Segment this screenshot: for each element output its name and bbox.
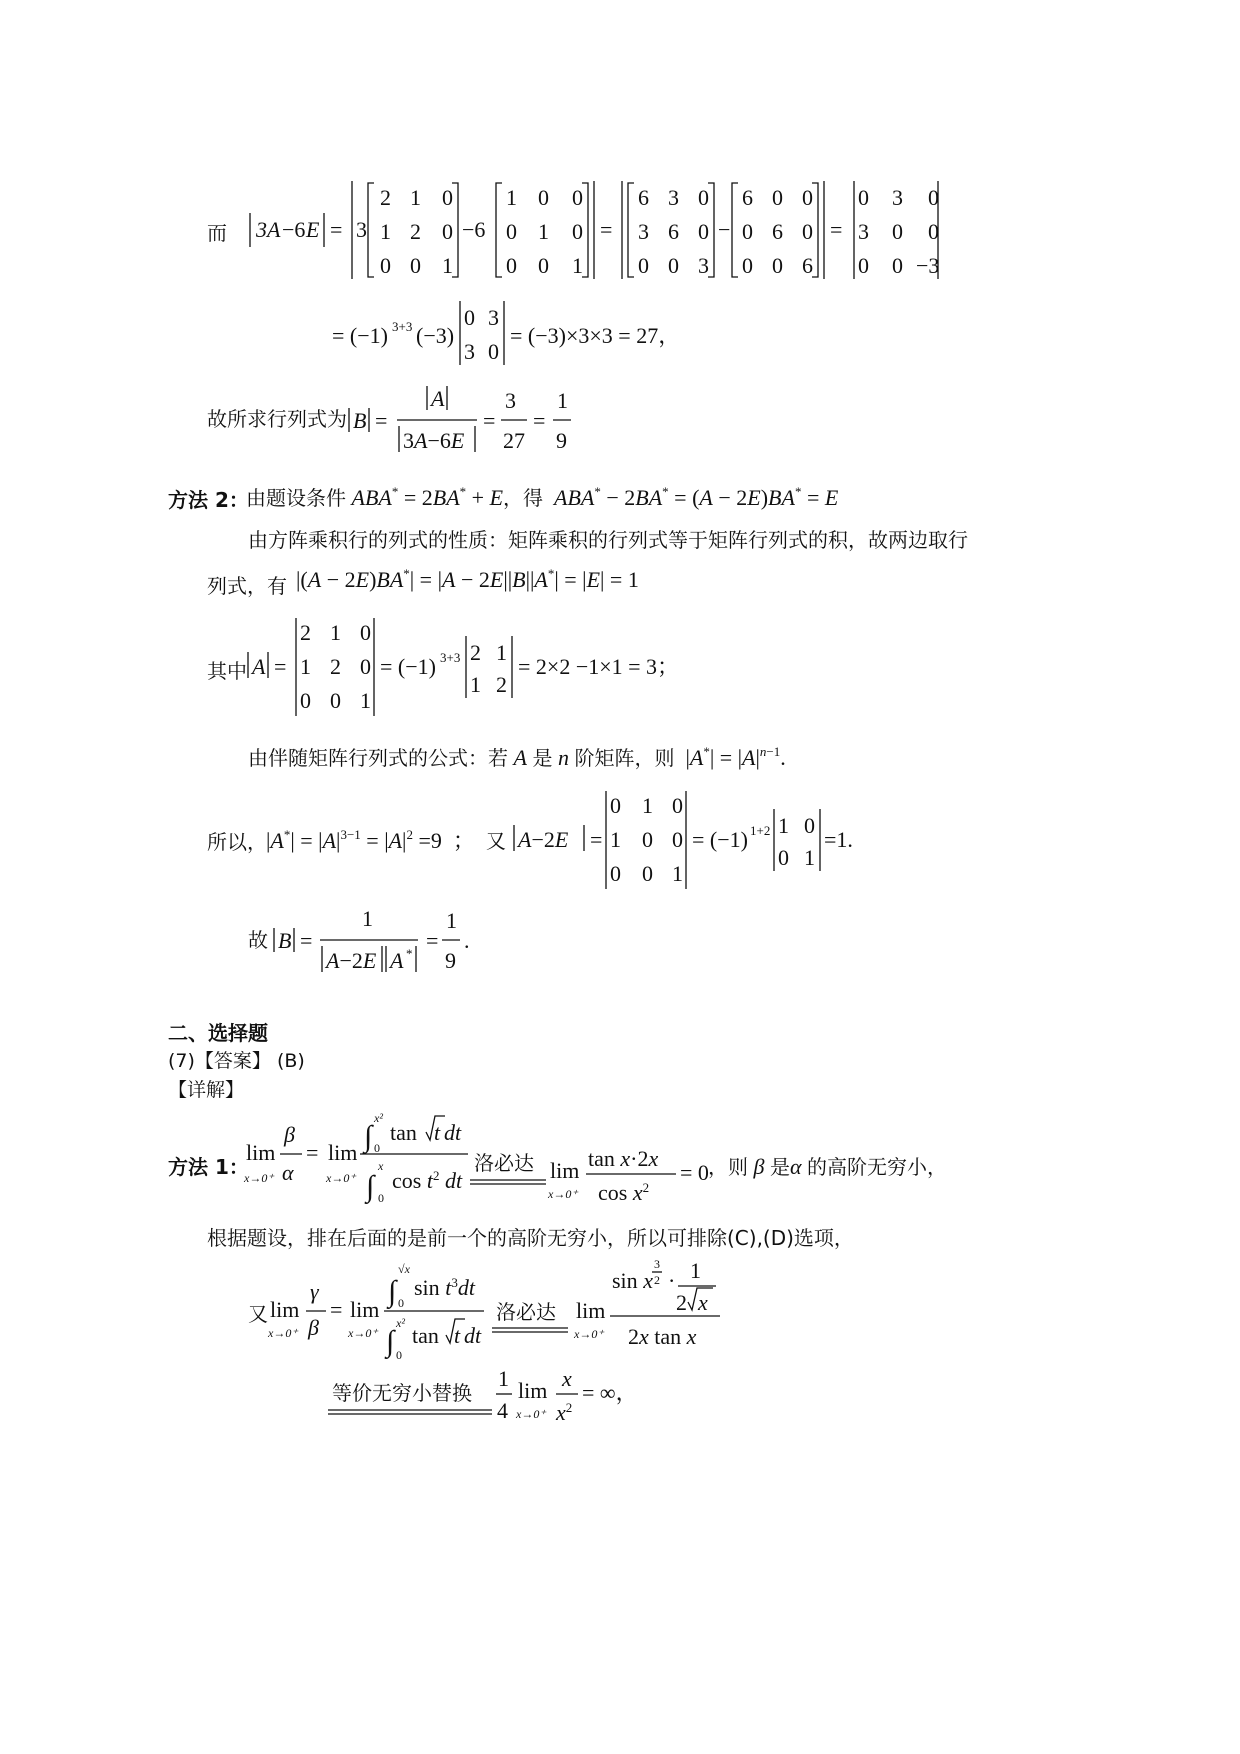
svg-text:0: 0 <box>410 253 421 278</box>
svg-text:= (−1): = (−1) <box>332 323 388 348</box>
svg-text:1: 1 <box>610 827 621 852</box>
svg-text:0: 0 <box>802 219 813 244</box>
svg-text:2x tan x: 2x tan x <box>628 1324 697 1349</box>
svg-text:E: E <box>306 217 320 242</box>
svg-text:x→0⁺: x→0⁺ <box>326 1171 356 1185</box>
svg-text:1: 1 <box>380 219 391 244</box>
svg-text:−: − <box>718 217 731 242</box>
svg-text:= 0: = 0 <box>680 1160 709 1185</box>
svg-text:.: . <box>464 928 470 953</box>
svg-text:3A−6E: 3A−6E <box>403 428 465 453</box>
svg-text:cos x2: $\cos x^2$ <box>598 1180 650 1205</box>
svg-text:1: 1 <box>778 813 789 838</box>
svg-text:= ∞，: = ∞， <box>582 1380 638 1405</box>
svg-text:3A: 3A <box>256 217 281 242</box>
svg-text:0: 0 <box>572 219 583 244</box>
svg-text:1: 1 <box>496 640 507 665</box>
svg-text:t: t <box>434 1120 441 1145</box>
svg-text:0: 0 <box>642 827 653 852</box>
svg-text:1: 1 <box>410 185 421 210</box>
svg-text:3: 3 <box>464 339 475 364</box>
svg-text:6: 6 <box>742 185 753 210</box>
svg-text:6: 6 <box>772 219 783 244</box>
svg-text:∫: ∫ <box>366 1170 375 1203</box>
svg-text:0: 0 <box>892 253 903 278</box>
svg-text:3: 3 <box>488 305 499 330</box>
dengjia-label: 等价无穷小替换 <box>332 1381 472 1405</box>
svg-text:0: 0 <box>374 1141 380 1155</box>
svg-text:x2: $x^2$ <box>556 1400 573 1425</box>
svg-text:0: 0 <box>380 253 391 278</box>
svg-text:1: 1 <box>672 861 683 886</box>
svg-text:6: 6 <box>802 253 813 278</box>
svg-text:∫: ∫ <box>364 1120 373 1153</box>
svg-text:=: = <box>375 408 388 433</box>
svg-text:0: 0 <box>360 654 371 679</box>
svg-text:−6: −6 <box>462 217 486 242</box>
svg-text:(−3): (−3) <box>416 323 455 348</box>
svg-text:2: 2 <box>410 219 421 244</box>
svg-text:1: 1 <box>804 845 815 870</box>
svg-text:1: 1 <box>470 672 481 697</box>
svg-text:0: 0 <box>360 620 371 645</box>
svg-text:0: 0 <box>488 339 499 364</box>
svg-text:lim: lim <box>246 1140 276 1165</box>
svg-text:−3: −3 <box>916 253 940 278</box>
svg-text:=: = <box>590 827 603 852</box>
svg-text:0: 0 <box>672 827 683 852</box>
svg-text:B: B <box>278 928 292 953</box>
svg-text:= (−1): = (−1) <box>692 827 748 852</box>
svg-text:x→0⁺: x→0⁺ <box>244 1171 274 1185</box>
svg-text:=: = <box>426 928 439 953</box>
svg-text:3+3: 3+3 <box>392 319 413 334</box>
svg-text:dt: dt <box>464 1323 482 1348</box>
svg-text:=: = <box>330 217 343 242</box>
svg-text:=: = <box>483 408 496 433</box>
svg-text:x: x <box>562 1366 572 1391</box>
svg-text:0: 0 <box>398 1296 404 1310</box>
limit-sin-over-tan <box>572 1250 732 1360</box>
svg-text:1: 1 <box>442 253 453 278</box>
svg-text:=: = <box>600 217 613 242</box>
svg-text:lim: lim <box>328 1140 358 1165</box>
det-a-equals-3 <box>244 612 684 722</box>
svg-text:0: 0 <box>638 253 649 278</box>
svg-text:0: 0 <box>642 861 653 886</box>
svg-text:0: 0 <box>442 185 453 210</box>
svg-text:∫: ∫ <box>388 1275 397 1308</box>
svg-text:3: 3 <box>505 388 516 413</box>
svg-text:27: 27 <box>503 428 525 453</box>
method2-det-product: |(A − 2E)BA*| = |A − 2E||B||A*| = |E| = 1 <box>296 566 639 592</box>
svg-text:sin x: sin x <box>612 1268 653 1293</box>
cofactor-expansion-27 <box>330 295 690 375</box>
svg-text:0: 0 <box>772 253 783 278</box>
svg-text:2: 2 <box>496 672 507 697</box>
svg-text:2: 2 <box>470 640 481 665</box>
svg-text:lim: lim <box>518 1378 548 1403</box>
svg-text:0: 0 <box>698 219 709 244</box>
svg-text:6: 6 <box>668 219 679 244</box>
svg-text:0: 0 <box>330 688 341 713</box>
svg-text:6: 6 <box>638 185 649 210</box>
svg-text:0: 0 <box>892 219 903 244</box>
svg-text:0: 0 <box>538 185 549 210</box>
svg-text:0: 0 <box>610 793 621 818</box>
svg-text:x→0⁺: x→0⁺ <box>548 1187 578 1201</box>
svg-text:= 2×2 −1×1 = 3；: = 2×2 −1×1 = 3； <box>518 654 680 679</box>
svg-text:tan: tan <box>412 1323 439 1348</box>
svg-text:x→0⁺: x→0⁺ <box>348 1326 378 1340</box>
svg-text:0: 0 <box>572 185 583 210</box>
svg-text:0: 0 <box>672 793 683 818</box>
limit-gamma-over-beta <box>266 1255 486 1365</box>
svg-text:t: t <box>454 1323 461 1348</box>
suoyi-label: 所以， <box>207 830 267 854</box>
svg-text:0: 0 <box>396 1348 402 1362</box>
svg-text:tan: tan <box>390 1120 417 1145</box>
svg-text:1: 1 <box>642 793 653 818</box>
svg-text:·: · <box>668 1268 676 1293</box>
svg-text:1: 1 <box>498 1366 509 1391</box>
beta-higher-order: ，则 β 是α 的高阶无穷小， <box>708 1154 948 1179</box>
svg-text:0: 0 <box>858 253 869 278</box>
you-label: 又 <box>248 1302 268 1326</box>
luo-label-2: 洛必达 <box>496 1300 556 1324</box>
svg-text:1: 1 <box>506 185 517 210</box>
detail-label: 【详解】 <box>168 1079 245 1101</box>
adjugate-formula: 由伴随矩阵行列式的公式：若 A 是 n 阶矩阵，则 $|A^*| = |A|^{n-1}$. <box>248 744 786 770</box>
svg-text:=1.: =1. <box>824 827 853 852</box>
b-final-one-ninth <box>270 900 490 980</box>
svg-text:0: 0 <box>442 219 453 244</box>
svg-text:0: 0 <box>858 185 869 210</box>
method2-property: 由方阵乘积行的列式的性质：矩阵乘积的行列式等于矩阵行列式的积，故两边取行 <box>248 528 968 552</box>
svg-text:0: 0 <box>928 185 939 210</box>
svg-text:9: 9 <box>556 428 567 453</box>
adj-det-value: $|A^*| = |A|^{3-1} = |A|^2 =9$ ； 又 <box>266 827 506 853</box>
svg-text:= (−3)×3×3 = 27，: = (−3)×3×3 = 27， <box>510 323 681 348</box>
svg-text:1: 1 <box>330 620 341 645</box>
svg-text:lim: lim <box>550 1158 580 1183</box>
svg-text:0: 0 <box>742 219 753 244</box>
b-equals-one-ninth <box>345 380 575 460</box>
svg-text:1: 1 <box>300 654 311 679</box>
svg-text:2: 2 <box>300 620 311 645</box>
svg-text:*: * <box>406 946 413 961</box>
svg-text:1: 1 <box>362 906 373 931</box>
svg-text:cos t2 dt: $\cos t^2$ dt <box>392 1168 463 1193</box>
svg-text:9: 9 <box>445 948 456 973</box>
svg-text:x²: x² <box>396 1316 405 1330</box>
svg-text:lim: lim <box>270 1297 300 1322</box>
svg-text:sin t3dt: $\sin t^3dt$ <box>414 1275 475 1300</box>
svg-text:3: 3 <box>858 219 869 244</box>
svg-text:B: B <box>353 408 367 433</box>
svg-text:1: 1 <box>538 219 549 244</box>
svg-text:=: = <box>274 654 287 679</box>
svg-text:A: A <box>431 386 445 411</box>
svg-text:0: 0 <box>538 253 549 278</box>
svg-text:−6: −6 <box>282 217 306 242</box>
svg-text:β: β <box>284 1122 295 1147</box>
svg-text:x→0⁺: x→0⁺ <box>574 1327 604 1341</box>
svg-text:2: 2 <box>330 654 341 679</box>
qizhong-label: 其中 <box>207 659 247 683</box>
luo-arrow-1 <box>468 1150 548 1190</box>
svg-text:0: 0 <box>300 688 311 713</box>
svg-text:0: 0 <box>772 185 783 210</box>
method2-label: 方法 2： <box>168 488 249 512</box>
svg-text:=: = <box>306 1140 319 1165</box>
svg-text:3: 3 <box>654 1257 660 1271</box>
svg-text:β: β <box>308 1315 319 1340</box>
svg-text:x: x <box>378 1159 384 1173</box>
svg-text:1: 1 <box>690 1258 701 1283</box>
svg-text:√x: √x <box>398 1262 410 1276</box>
svg-text:1+2: 1+2 <box>750 823 771 838</box>
svg-text:3: 3 <box>356 217 367 242</box>
gu-prefix: 故所求行列式为 <box>207 407 347 431</box>
svg-text:= (−1): = (−1) <box>380 654 436 679</box>
svg-text:γ: γ <box>310 1279 319 1304</box>
svg-text:1: 1 <box>360 688 371 713</box>
svg-text:3: 3 <box>638 219 649 244</box>
er-label: 而 <box>207 221 227 245</box>
svg-text:0: 0 <box>610 861 621 886</box>
limit-tan-over-cos <box>546 1140 709 1220</box>
limit-infinity <box>494 1360 654 1440</box>
svg-text:0: 0 <box>464 305 475 330</box>
svg-text:x→0⁺: x→0⁺ <box>516 1407 546 1421</box>
luo-label-1: 洛必达 <box>474 1151 534 1175</box>
reason-line: 根据题设，排在后面的是前一个的高阶无穷小，所以可排除(C),(D)选项， <box>207 1226 854 1250</box>
svg-text:2: 2 <box>654 1273 660 1287</box>
gu2-label: 故 <box>248 928 268 952</box>
svg-text:lim: lim <box>576 1298 606 1323</box>
svg-text:=: = <box>830 217 843 242</box>
svg-text:0: 0 <box>668 253 679 278</box>
svg-text:0: 0 <box>506 253 517 278</box>
section2-title: 二、选择题 <box>168 1021 268 1045</box>
method2-condition: 由题设条件 ABA* = 2BA* + E，得 ABA* − 2BA* = (A − 2E)BA* = E <box>246 484 839 510</box>
method2-lieshi: 列式，有 <box>207 574 287 598</box>
svg-text:0: 0 <box>928 219 939 244</box>
svg-text:A: A <box>252 654 266 679</box>
svg-text:α: α <box>282 1160 294 1185</box>
svg-text:2: 2 <box>676 1290 687 1315</box>
svg-text:tan x·2x: tan x·2x <box>588 1146 659 1171</box>
svg-text:3: 3 <box>668 185 679 210</box>
dengjia-arrow <box>326 1380 496 1420</box>
svg-text:A−2E: A−2E <box>326 948 377 973</box>
svg-text:3: 3 <box>892 185 903 210</box>
svg-text:A−2E: A−2E <box>518 827 569 852</box>
svg-text:0: 0 <box>802 185 813 210</box>
svg-text:1: 1 <box>572 253 583 278</box>
luo-arrow-2 <box>490 1298 570 1338</box>
svg-text:0: 0 <box>506 219 517 244</box>
svg-text:3: 3 <box>698 253 709 278</box>
svg-text:3+3: 3+3 <box>440 650 461 665</box>
det-a-minus-2e <box>510 785 870 895</box>
svg-text:0: 0 <box>378 1191 384 1205</box>
answer-line: (7)【答案】 (B) <box>168 1050 305 1072</box>
svg-text:x: x <box>698 1290 708 1315</box>
svg-text:0: 0 <box>742 253 753 278</box>
svg-text:∫: ∫ <box>386 1325 395 1358</box>
matrix-equation-3a-6e <box>240 175 940 285</box>
svg-text:0: 0 <box>804 813 815 838</box>
svg-text:=: = <box>533 408 546 433</box>
svg-text:1: 1 <box>557 388 568 413</box>
svg-text:0: 0 <box>698 185 709 210</box>
svg-text:lim: lim <box>350 1297 380 1322</box>
svg-text:=: = <box>330 1297 343 1322</box>
svg-text:dt: dt <box>444 1120 462 1145</box>
svg-text:x→0⁺: x→0⁺ <box>268 1326 298 1340</box>
svg-text:2: 2 <box>380 185 391 210</box>
svg-text:x²: x² <box>374 1111 383 1125</box>
svg-text:=: = <box>300 928 313 953</box>
method1-label: 方法 1： <box>168 1155 249 1179</box>
svg-text:A: A <box>390 948 404 973</box>
svg-text:0: 0 <box>778 845 789 870</box>
svg-text:4: 4 <box>497 1398 508 1423</box>
svg-text:1: 1 <box>446 908 457 933</box>
